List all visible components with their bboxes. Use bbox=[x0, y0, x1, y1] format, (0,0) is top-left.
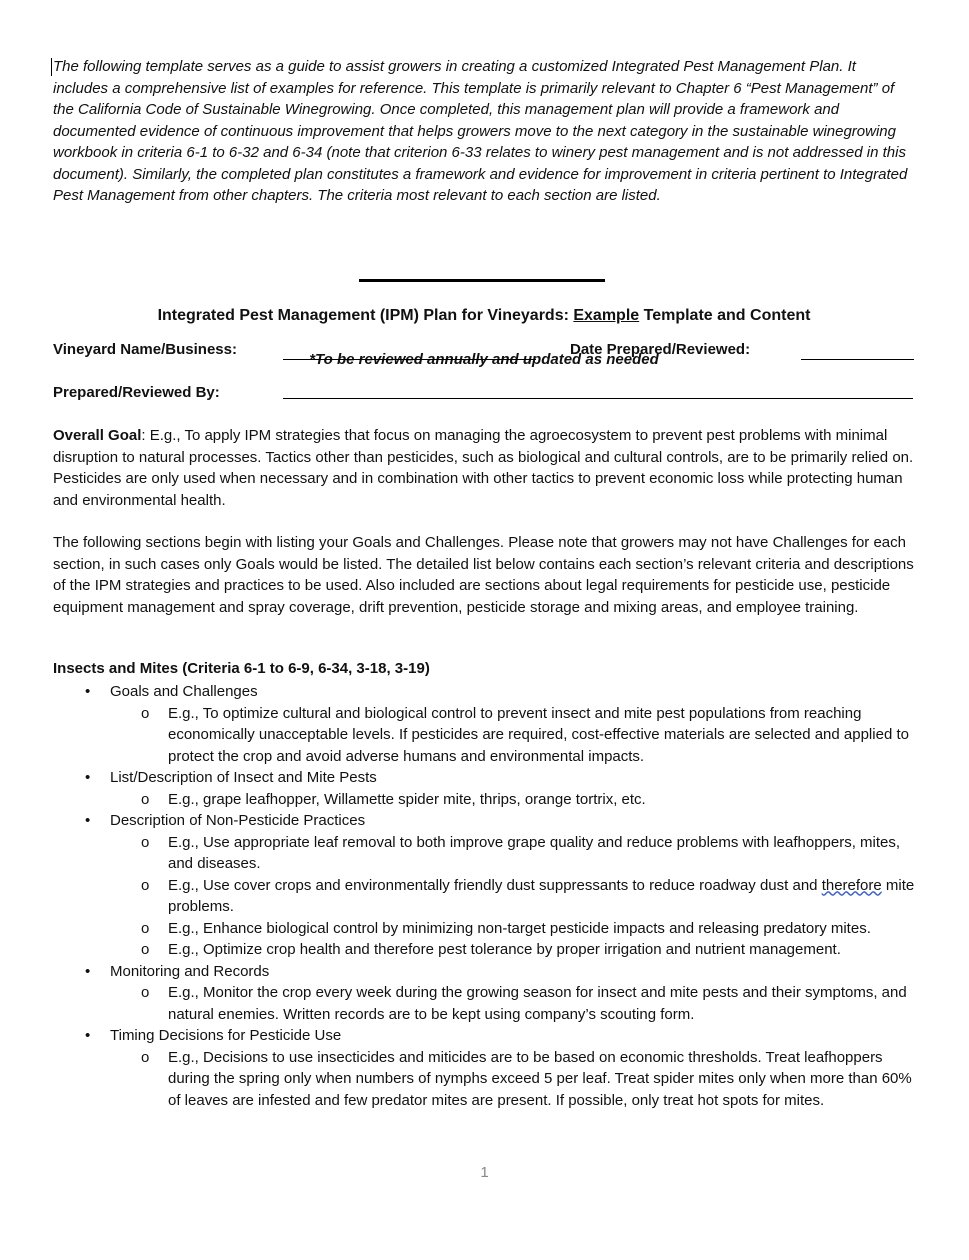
prepared-by-blank[interactable] bbox=[283, 398, 913, 399]
vineyard-name-blank[interactable] bbox=[283, 359, 536, 360]
sub-list-item: o E.g., Use cover crops and environmentally friendly dust suppressants to reduce roadway dust and therefore mite problems. bbox=[53, 875, 915, 918]
overall-goal-paragraph: Overall Goal: E.g., To apply IPM strategies that focus on managing the agroecosystem to prevent pest problems with minimal disruption to natural processes. Tactics other than pesticides, such as biological and cultural controls, are to be primarily relied on. Pesticides are only used when necessary and in combination with other tactics to prevent economic loss while protecting human and environmental health. bbox=[53, 427, 914, 509]
sub-list-item: o E.g., Optimize crop health and therefore pest tolerance by proper irrigation and nutrient management. bbox=[53, 939, 915, 961]
date-label: Date Prepared/Reviewed: bbox=[570, 341, 751, 358]
page-number: 1 bbox=[480, 1164, 489, 1181]
sub-list-item: o E.g., grape leafhopper, Willamette spider mite, thrips, orange tortrix, etc. bbox=[53, 789, 915, 811]
section-heading-insects-mites: Insects and Mites (Criteria 6-1 to 6-9, 6-34, 3-18, 3-19) bbox=[53, 660, 430, 677]
list-item: • List/Description of Insect and Mite Pests bbox=[53, 767, 915, 789]
sub-list-item: o E.g., Decisions to use insecticides and miticides are to be based on economic thresholds. Treat leafhoppers during the spring only when numbers of nymphs exceed 5 per leaf. Treat spider mites only when more than 60% of leaves are infested and few predator mites are present. If possible, only treat hot spots for mites. bbox=[53, 1047, 915, 1112]
list-item: • Monitoring and Records bbox=[53, 961, 915, 983]
list-item: • Description of Non-Pesticide Practices bbox=[53, 810, 915, 832]
text-cursor bbox=[51, 58, 52, 76]
insects-mites-list bbox=[53, 681, 915, 1111]
list-item: • Goals and Challenges bbox=[53, 681, 915, 703]
sub-list-item: o E.g., Enhance biological control by minimizing non-target pesticide impacts and releasing predatory mites. bbox=[53, 918, 915, 940]
vineyard-label: Vineyard Name/Business: bbox=[53, 341, 237, 358]
intro-paragraph: The following template serves as a guide to assist growers in creating a customized Integrated Pest Management Plan. It includes a comprehensive list of examples for reference. This template is primarily relevant to Chapter 6 “Pest Management” of the California Code of Sustainable Winegrowing. Once completed, this management plan will provide a framework and documented evidence of continuous improvement that helps growers move to the next category in the sustainable winegrowing workbook in criteria 6-1 to 6-32 and 6-34 (note that criterion 6-33 relates to winery pest management and is not addressed in this document). Similarly, the completed plan constitutes a framework and evidence for improvement in criteria pertinent to Integrated Pest Management from other chapters. The criteria most relevant to each section are listed. bbox=[53, 58, 908, 204]
sections-intro-paragraph: The following sections begin with listing your Goals and Challenges. Please note that growers may not have Challenges for each section, in such cases only Goals would be listed. The detailed list below contains each section’s relevant criteria and descriptions of the IPM strategies and practices to be used. Also included are sections about legal requirements for pesticide use, pesticide equipment management and spray coverage, drift prevention, pesticide storage and mixing areas, and employee training. bbox=[53, 534, 914, 616]
document-subtitle: *To be reviewed annually and updated as needed bbox=[309, 351, 659, 368]
document-title: Integrated Pest Management (IPM) Plan for Vineyards: Example Template and Content bbox=[157, 307, 811, 324]
sub-list-item: o E.g., To optimize cultural and biological control to prevent insect and mite pest populations from reaching economically unacceptable levels. If pesticides are required, cost-effective materials are selected and applied to protect the crop and avoid adverse humans and environmental impacts. bbox=[53, 703, 915, 768]
spellcheck-word[interactable]: therefore bbox=[821, 876, 882, 894]
sub-list-item: o E.g., Monitor the crop every week during the growing season for insect and mite pests and their symptoms, and natural enemies. Written records are to be kept using company’s scouting form. bbox=[53, 982, 915, 1025]
divider-rule bbox=[359, 279, 605, 282]
list-item: • Timing Decisions for Pesticide Use bbox=[53, 1025, 915, 1047]
prepared-by-label: Prepared/Reviewed By: bbox=[53, 384, 220, 401]
sub-list-item: o E.g., Use appropriate leaf removal to both improve grape quality and reduce problems with leafhoppers, mites, and diseases. bbox=[53, 832, 915, 875]
date-blank[interactable] bbox=[801, 359, 914, 360]
document-page bbox=[53, 56, 915, 1109]
